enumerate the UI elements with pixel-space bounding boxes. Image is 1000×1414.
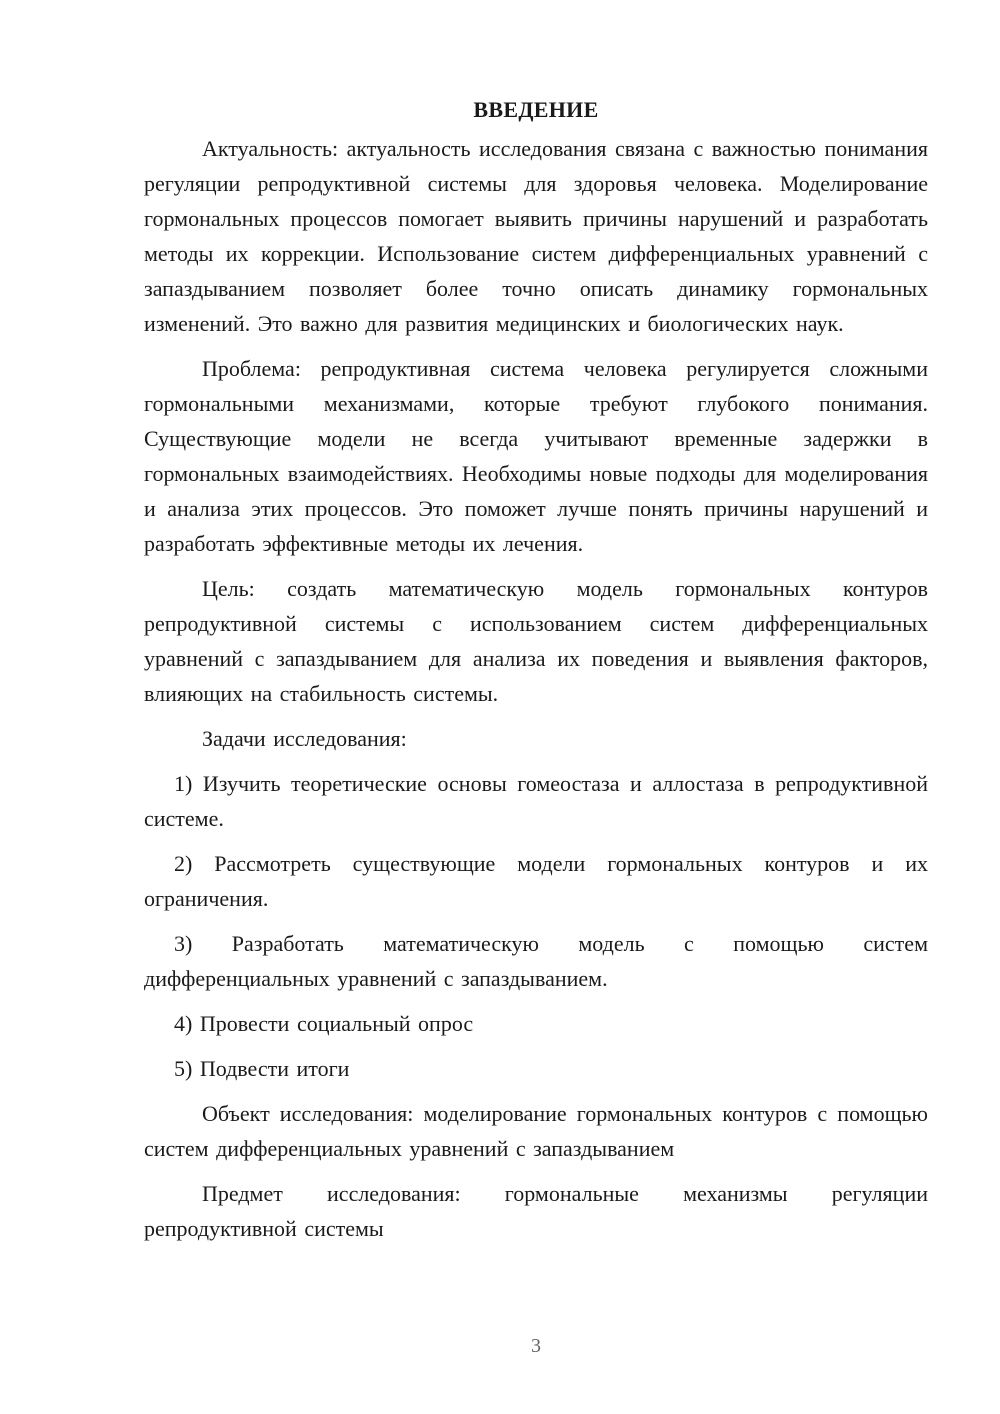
goal-paragraph: Цель: создать математическую модель гормональных контуров репродуктивной системы с использованием систем дифференциальных уравнений с запаздыванием для анализа их поведения и выявления факторов, влияющих на стабильность системы. (144, 576, 928, 706)
task-item-3: 3) Разработать математическую модель с помощью систем дифференциальных уравнений с запаздыванием. (144, 931, 928, 991)
task-item-4: 4) Провести социальный опрос (174, 1011, 474, 1036)
object-paragraph: Объект исследования: моделирование гормональных контуров с помощью систем дифференциальных уравнений с запаздыванием (144, 1101, 928, 1161)
subject-paragraph: Предмет исследования: гормональные механизмы регуляции репродуктивной системы (144, 1181, 928, 1241)
task-item-1: 1) Изучить теоретические основы гомеостаза и аллостаза в репродуктивной системе. (144, 771, 928, 831)
task-item-2: 2) Рассмотреть существующие модели гормональных контуров и их ограничения. (144, 851, 928, 911)
task-item-5: 5) Подвести итоги (174, 1056, 350, 1081)
relevance-paragraph: Актуальность: актуальность исследования связана с важностью понимания регуляции репродуктивной системы для здоровья человека. Моделирование гормональных процессов помогает выявить причины нарушений и разработать методы их коррекции. Использование систем дифференциальных уравнений с запаздыванием позволяет более точно описать динамику гормональных изменений. Это важно для развития медицинских и биологических наук. (144, 136, 928, 336)
tasks-heading: Задачи исследования: (202, 726, 407, 751)
problem-paragraph: Проблема: репродуктивная система человека регулируется сложными гормональными механизмами, которые требуют глубокого понимания. Существующие модели не всегда учитывают временные задержки в гормональных взаимодействиях. Необходимы новые подходы для моделирования и анализа этих процессов. Это поможет лучше понять причины нарушений и разработать эффективные методы их лечения. (144, 356, 928, 556)
page-number: 3 (531, 1335, 541, 1357)
page-title: ВВЕДЕНИЕ (473, 97, 599, 122)
document-page (144, 92, 928, 1256)
